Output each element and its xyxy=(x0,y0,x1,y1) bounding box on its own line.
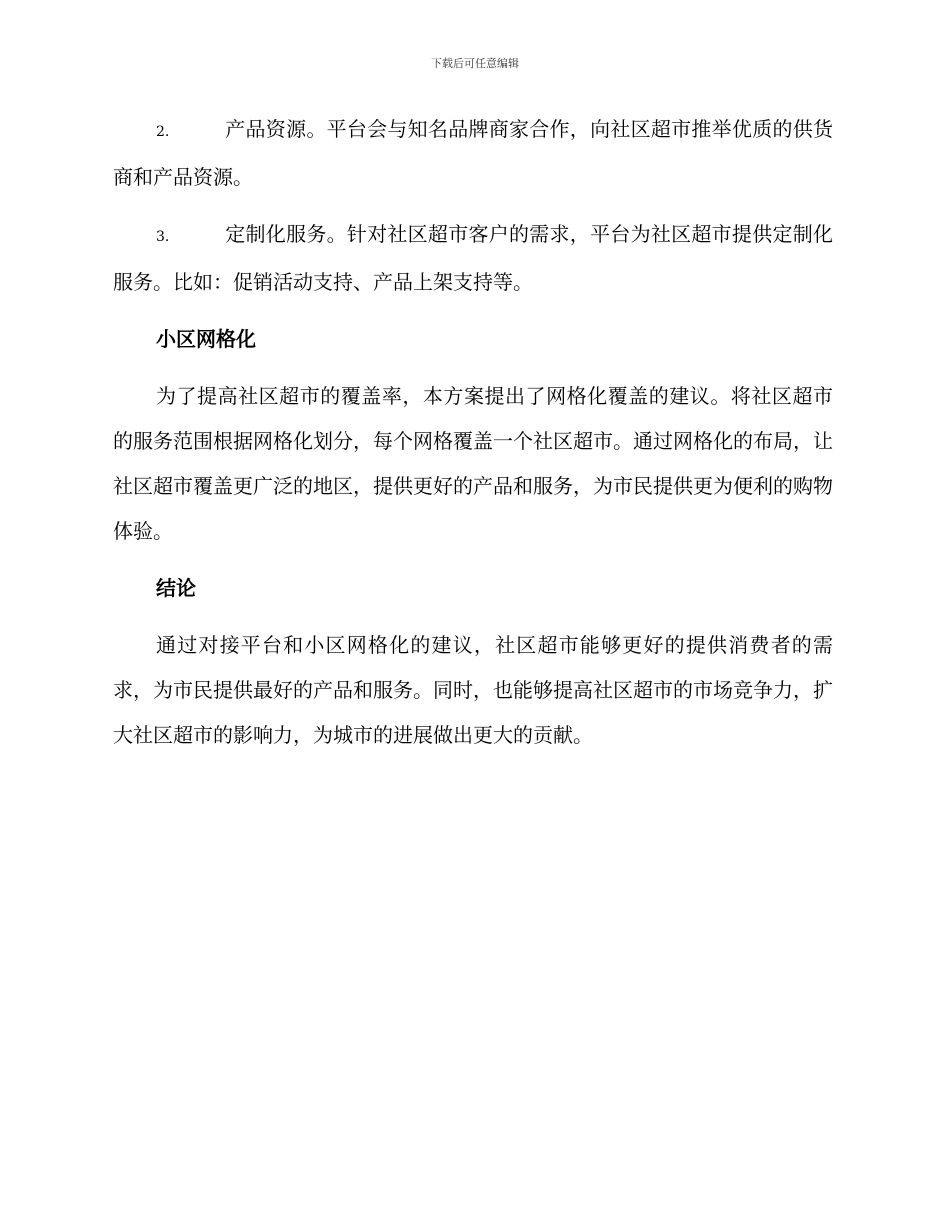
section-heading-conclusion: 结论 xyxy=(156,576,196,600)
page-header-note: 下载后可任意编辑 xyxy=(431,57,519,70)
section-paragraph-grid: 为了提高社区超市的覆盖率，本方案提出了网格化覆盖的建议。将社区超市的服务范围根据网格化划分，每个网格覆盖一个社区超市。通过网格化的布局，让社区超市覆盖更广泛的地区，提供更好的产品和服务，为市民提供更为便利的购物体验。 xyxy=(113,384,833,543)
list-item-text: 产品资源。平台会与知名品牌商家合作，向社区超市推举优质的供货商和产品资源。 xyxy=(113,117,833,189)
section-heading-grid: 小区网格化 xyxy=(156,327,256,351)
document-body xyxy=(113,107,833,770)
list-item xyxy=(113,107,833,200)
section-paragraph-conclusion: 通过对接平台和小区网格化的建议，社区超市能够更好的提供消费者的需求，为市民提供最好的产品和服务。同时，也能够提高社区超市的市场竞争力，扩大社区超市的影响力，为城市的进展做出更大的贡献。 xyxy=(113,633,833,747)
list-item xyxy=(113,212,833,305)
list-item-number: 3. xyxy=(156,229,170,245)
list-item-text: 定制化服务。针对社区超市客户的需求，平台为社区超市提供定制化服务。比如：促销活动支持、产品上架支持等。 xyxy=(113,222,833,294)
list-item-number: 2. xyxy=(156,124,170,140)
